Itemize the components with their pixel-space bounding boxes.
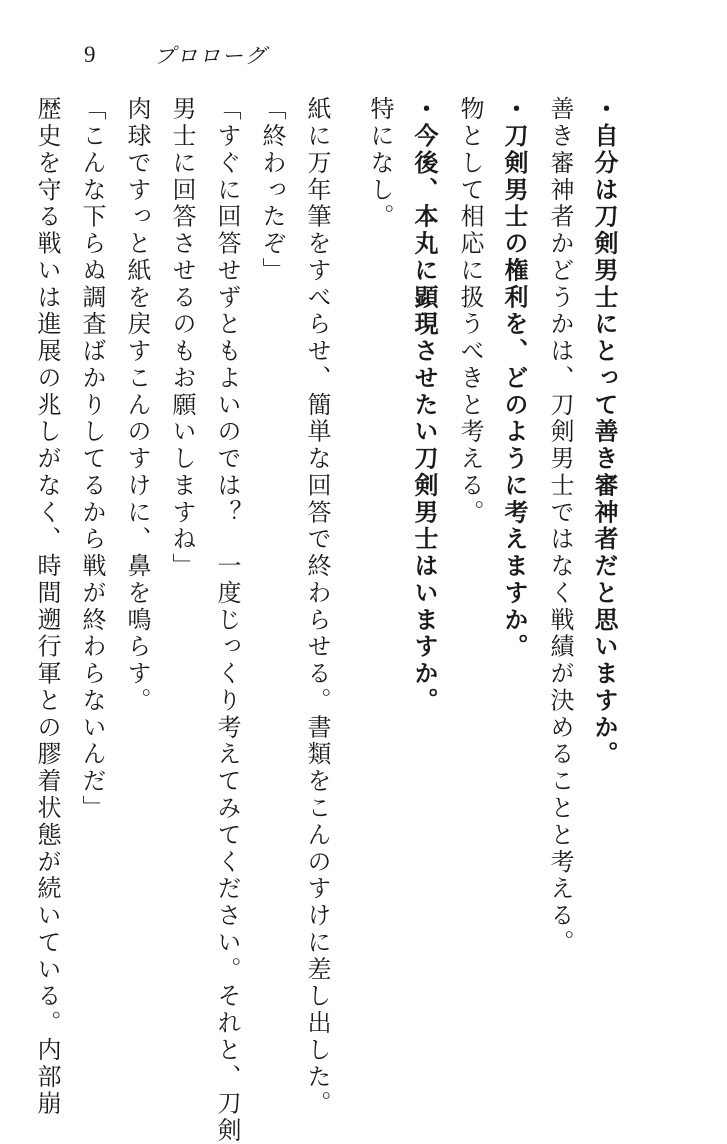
narration-line: 紙に万年筆をすべらせ、簡単な回答で終わらせる。書類をこんのすけに差し出した。 (303, 96, 331, 1118)
chapter-title: プロローグ (154, 44, 268, 68)
dialogue-line: 「終わったぞ」 (258, 96, 286, 285)
dialogue-line: 男士に回答させるのもお願いしますね」 (168, 96, 196, 580)
page-number: 9 (84, 42, 97, 67)
question-line: ・刀剣男士の権利を、どのように考えますか。 (500, 96, 529, 661)
answer-line: 物として相応に扱うべきと考える。 (456, 96, 484, 527)
narration-line: 歴史を守る戦いは進展の兆しがなく、時間遡行軍との膠着状態が続いている。内部崩 (33, 96, 61, 1118)
question-line: ・自分は刀剣男士にとって善き審神者だと思いますか。 (590, 96, 619, 768)
dialogue-line: 「すぐに回答せずともよいのでは？ 一度じっくり考えてみてください。それと、刀剣 (213, 96, 241, 1144)
body-text (24, 96, 627, 1144)
running-header (84, 40, 267, 70)
answer-line: 善き審神者かどうかは、刀剣男士ではなく戦績が決めることと考える。 (546, 96, 574, 957)
answer-line: 特になし。 (366, 96, 394, 231)
narration-line: 肉球ですっと紙を戻すこんのすけに、鼻を鳴らす。 (123, 96, 151, 715)
dialogue-line: 「こんな下らぬ調査ばかりしてるから戦が終わらないんだ」 (78, 96, 106, 822)
question-line: ・今後、本丸に顕現させたい刀剣男士はいますか。 (410, 96, 439, 715)
section-gap (339, 96, 357, 976)
